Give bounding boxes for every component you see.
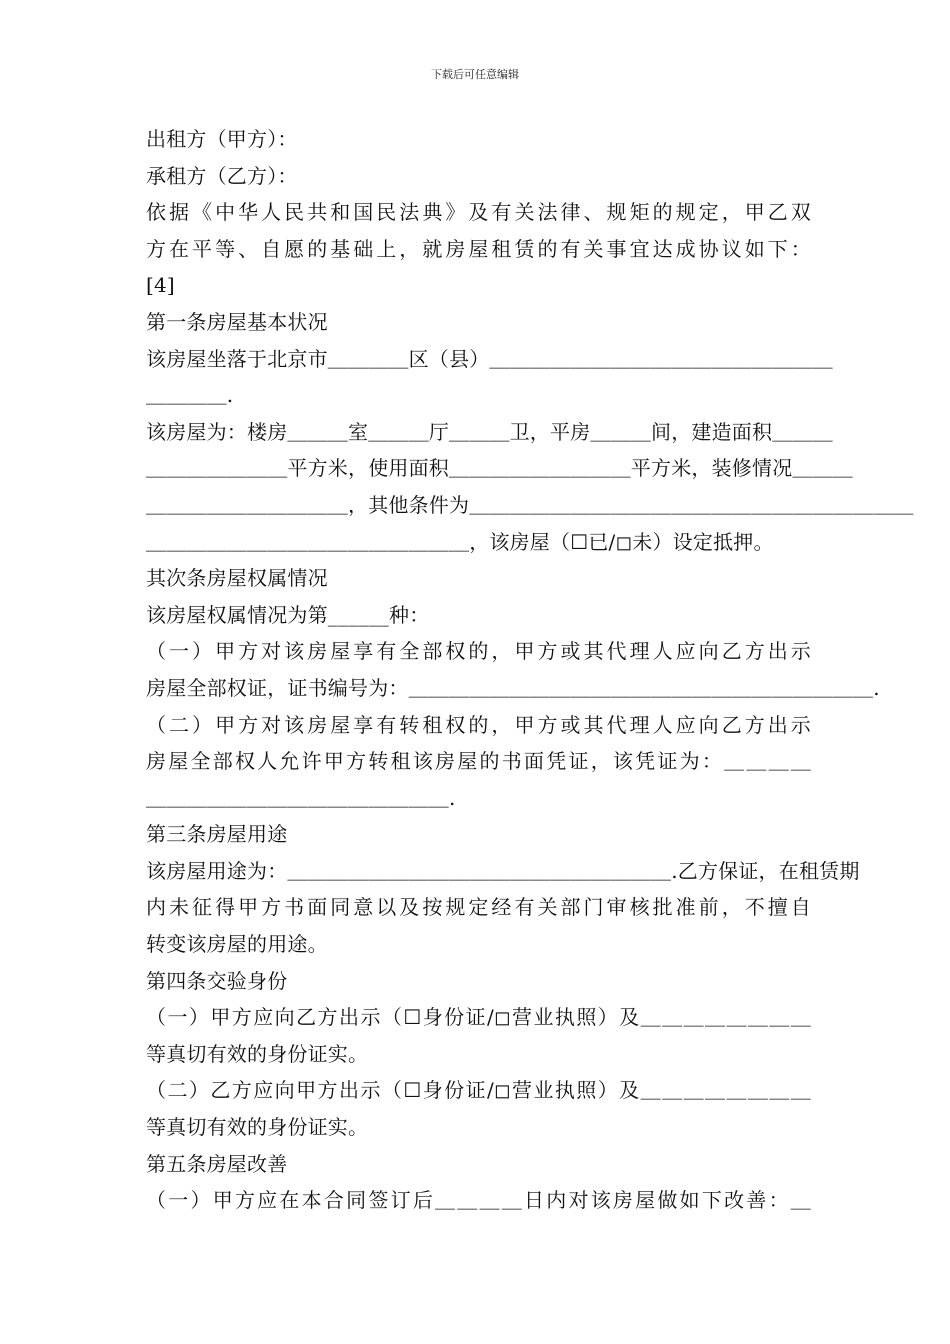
- text-line: 第四条交验身份: [146, 968, 288, 993]
- text-line: 第五条房屋改善: [146, 1151, 288, 1176]
- text-line: ＿＿＿＿＿＿＿＿＿＿，其他条件为＿＿＿＿＿＿＿＿＿＿＿＿＿＿＿＿＿＿＿＿＿＿: [146, 492, 914, 517]
- text-line: （二）乙方应向甲方出示（☐身份证/◻营业执照）及＿＿＿＿＿＿＿＿: [146, 1078, 811, 1103]
- text-line: 其次条房屋权属情况: [146, 566, 328, 591]
- text-line: 出租方（甲方）：: [146, 127, 298, 151]
- text-line: 第一条房屋基本状况: [146, 309, 328, 334]
- text-line: ＿＿＿＿＿＿＿＿＿＿＿＿＿＿＿.: [146, 785, 456, 810]
- text-line: 该房屋权属情况为第______种：: [146, 602, 430, 627]
- text-line: 等真切有效的身份证实。: [146, 1115, 369, 1140]
- text-line: 承租方（乙方）：: [146, 163, 298, 188]
- text-line: 该房屋坐落于北京市＿＿＿＿区（县）＿＿＿＿＿＿＿＿＿＿＿＿＿＿＿＿＿: [146, 346, 833, 371]
- text-line: 该房屋用途为：＿＿＿＿＿＿＿＿＿＿＿＿＿＿＿＿＿＿＿.乙方保证，在租赁期: [146, 858, 860, 883]
- text-line: （二）甲方对该房屋享有转租权的，甲方或其代理人应向乙方出示: [146, 712, 811, 737]
- text-line: ＿＿＿＿＿＿＿平方米，使用面积＿＿＿＿＿＿＿＿＿平方米，装修情况＿＿＿: [146, 456, 853, 481]
- text-line: 转变该房屋的用途。: [146, 932, 328, 957]
- text-line: 该房屋为：楼房＿＿＿室＿＿＿厅＿＿＿卫，平房＿＿＿间，建造面积＿＿＿: [146, 419, 833, 444]
- text-line: 房屋全部权证，证书编号为：＿＿＿＿＿＿＿＿＿＿＿＿＿＿＿＿＿＿＿＿＿＿＿.: [146, 675, 880, 700]
- text-line: （一）甲方应在本合同签订后＿＿＿＿日内对该房屋做如下改善：＿: [146, 1188, 811, 1213]
- text-line: （一）甲方对该房屋享有全部权的，甲方或其代理人应向乙方出示: [146, 639, 811, 664]
- text-line: 依据《中华人民共和国民法典》及有关法律、规矩的规定，甲乙双: [146, 200, 811, 225]
- text-line: 等真切有效的身份证实。: [146, 1041, 369, 1066]
- text-line: 房屋全部权人允许甲方转租该房屋的书面凭证，该凭证为：＿＿＿＿: [146, 749, 811, 774]
- text-line: ＿＿＿＿＿＿＿＿＿＿＿＿＿＿＿＿，该房屋（☐已/◻未）设定抵押。: [146, 529, 774, 554]
- contract-body: [146, 121, 914, 1219]
- text-line: （一）甲方应向乙方出示（☐身份证/◻营业执照）及＿＿＿＿＿＿＿＿: [146, 1005, 811, 1030]
- text-line: ＿＿＿＿.: [146, 383, 234, 408]
- text-line: 方在平等、自愿的基础上，就房屋租赁的有关事宜达成协议如下：: [146, 236, 811, 261]
- text-line: 第三条房屋用途: [146, 822, 288, 847]
- text-line: [4]: [146, 273, 175, 298]
- text-line: 内未征得甲方书面同意以及按规定经有关部门审核批准前，不擅自: [146, 895, 811, 920]
- page-header: 下载后可任意编辑: [431, 68, 519, 81]
